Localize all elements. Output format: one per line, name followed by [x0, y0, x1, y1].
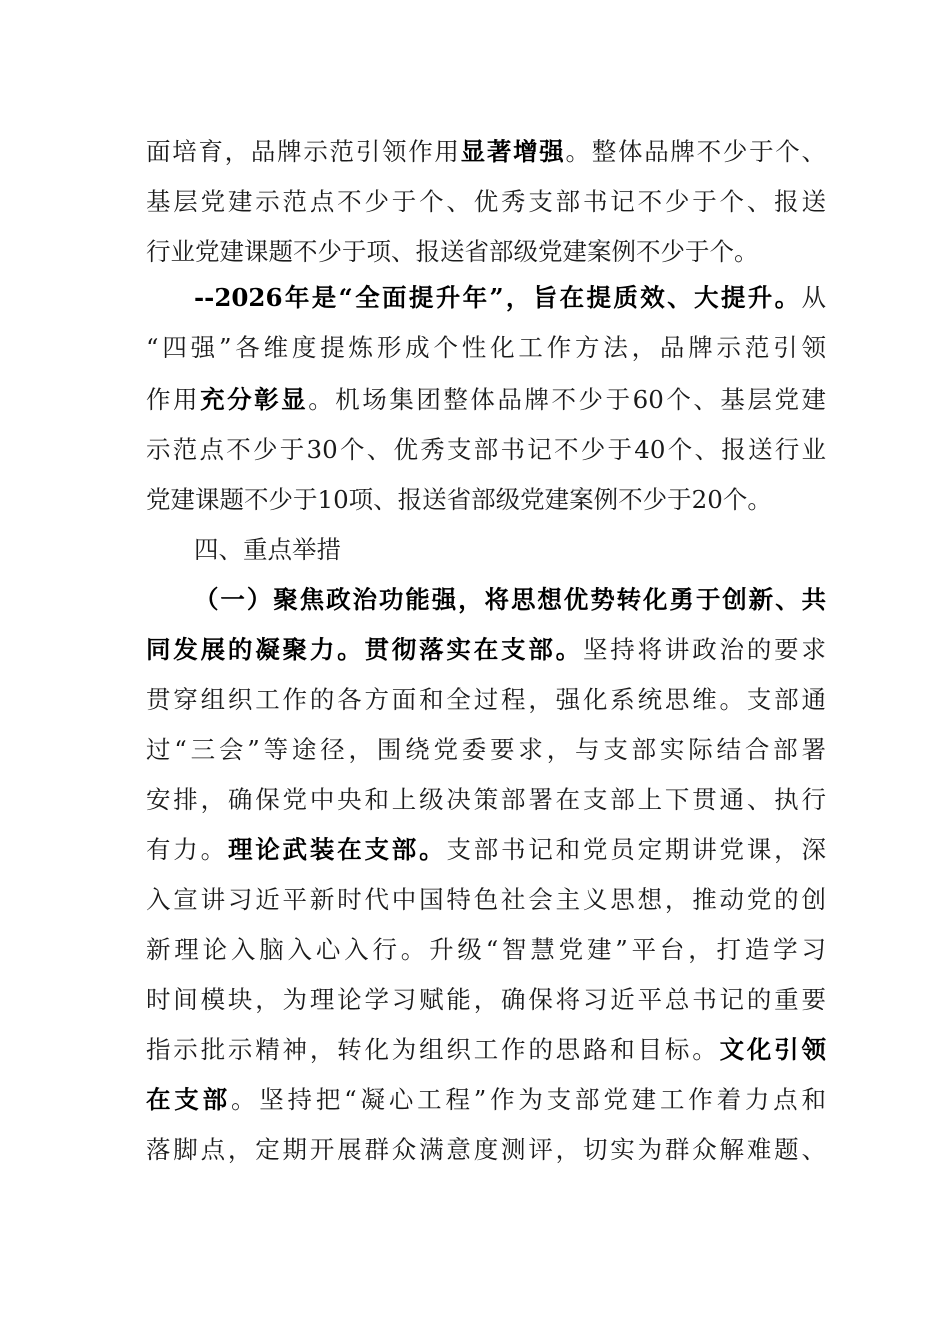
text-line: 面培育，品牌示范引领作用显著增强。整体品牌不少于个、 [146, 137, 827, 166]
text-line: 基层党建示范点不少于个、优秀支部书记不少于个、报送 [146, 187, 826, 216]
text-line: “四强”各维度提炼形成个性化工作方法，品牌示范引领 [146, 333, 826, 362]
text-line [194, 575, 826, 625]
text-line: 贯穿组织工作的各方面和全过程，强化系统思维。支部通 [146, 685, 826, 714]
text-line: --2026年是“全面提升年”，旨在提质效、大提升。从 [194, 283, 826, 312]
section-heading: 四、重点举措 [194, 535, 341, 564]
text-line: 行业党建课题不少于项、报送省部级党建案例不少于个。 [146, 237, 759, 266]
text-line: 安排，确保党中央和上级决策部署在支部上下贯通、执行 [146, 785, 826, 814]
bold-phrase: --2026年是“全面提升年”，旨在提质效、大提升。 [194, 283, 802, 312]
text-line: 示范点不少于30个、优秀支部书记不少于40个、报送行业 [146, 435, 826, 464]
text-line: 落脚点，定期开展群众满意度测评，切实为群众解难题、 [146, 1135, 826, 1164]
bold-phrase: 理论武装在支部。 [227, 835, 447, 864]
bold-phrase: 文化引领 [719, 1035, 826, 1064]
bold-phrase: 在支部 [146, 1085, 231, 1114]
bold-phrase: （一）聚焦政治功能强，将思想优势转化勇于创新、共 [194, 585, 826, 614]
bold-phrase: 同发展的凝聚力。贯彻落实在支部。 [146, 635, 583, 664]
text-line: 同发展的凝聚力。贯彻落实在支部。坚持将讲政治的要求 [146, 635, 826, 664]
bold-phrase: 充分彰显 [200, 385, 309, 414]
text-line: 作用充分彰显。机场集团整体品牌不少于60个、基层党建 [146, 385, 827, 414]
bold-phrase: 显著增强 [460, 137, 566, 166]
text-line: 新理论入脑入心入行。升级“智慧党建”平台，打造学习 [146, 935, 826, 964]
text-line: 入宣讲习近平新时代中国特色社会主义思想，推动党的创 [146, 885, 826, 914]
text-line: 在支部。坚持把“凝心工程”作为支部党建工作着力点和 [146, 1085, 826, 1114]
text-line: 有力。理论武装在支部。支部书记和党员定期讲党课，深 [146, 835, 826, 864]
text-line: 指示批示精神，转化为组织工作的思路和目标。文化引领 [146, 1035, 826, 1064]
text-line: 时间模块，为理论学习赋能，确保将习近平总书记的重要 [146, 985, 826, 1014]
text-line: 党建课题不少于10项、报送省部级党建案例不少于20个。 [146, 485, 772, 514]
text-line: 过“三会”等途径，围绕党委要求，与支部实际结合部署 [146, 735, 826, 764]
